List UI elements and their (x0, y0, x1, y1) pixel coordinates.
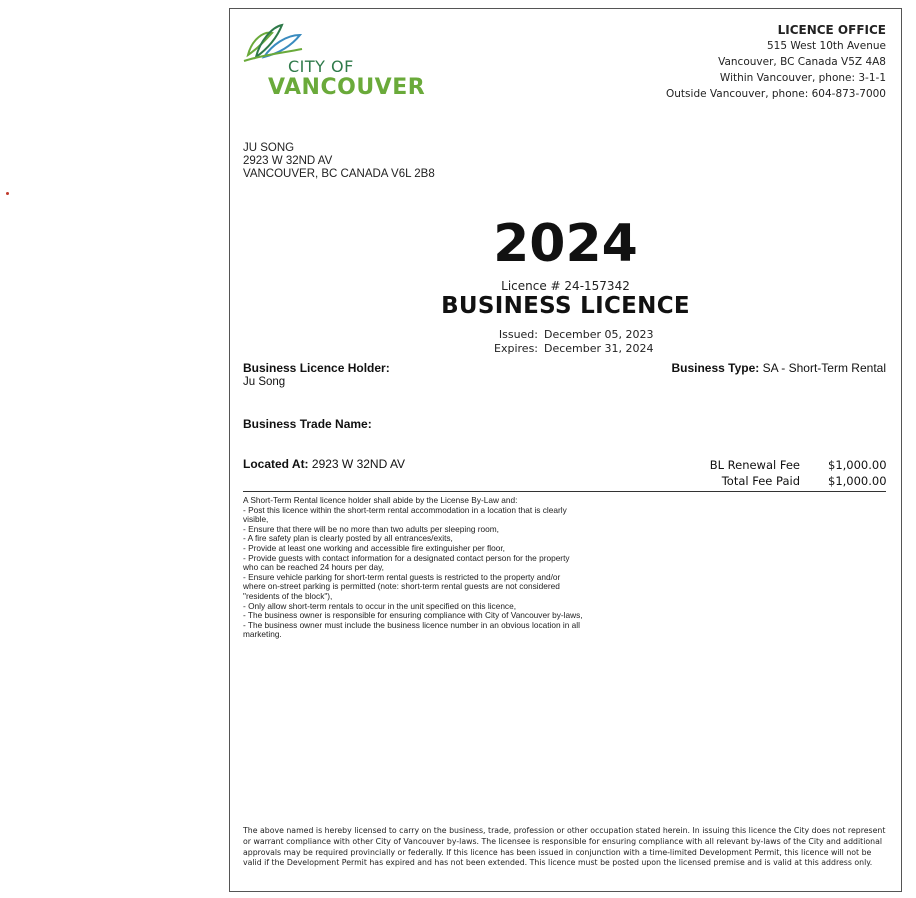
recipient-address (243, 142, 435, 181)
trade-name-label: Business Trade Name: (243, 417, 372, 431)
condition-item: - The business owner is responsible for ensuring compliance with City of Vancouver by-laws, (243, 610, 583, 621)
location (243, 457, 405, 471)
licence-office-block (666, 22, 886, 102)
holder-value: Ju Song (243, 376, 286, 388)
recipient-city: VANCOUVER, BC CANADA V6L 2B8 (243, 168, 435, 180)
logo-city-of: CITY OF (288, 57, 354, 76)
condition-item: - Provide at least one working and accessible fire extinguisher per floor, (243, 542, 505, 553)
condition-item: - Ensure vehicle parking for short-term rental guests is restricted to the property and/or where on-street parking is permitted (note: short-term rental guests are not considered "residents of the block"), (243, 571, 561, 601)
renewal-fee-label: BL Renewal Fee (709, 458, 800, 472)
condition-item: - The business owner must include the business licence number in an obvious location in all marketing. (243, 619, 580, 640)
renewal-fee-amount: $1,000.00 (828, 458, 887, 472)
condition-item: - Ensure that there will be no more than two adults per sleeping room, (243, 523, 499, 534)
licence-type-title: BUSINESS LICENCE (441, 293, 690, 319)
business-type-value: SA - Short-Term Rental (759, 361, 886, 375)
holder-label: Business Licence Holder: (243, 361, 390, 375)
office-title: LICENCE OFFICE (777, 23, 886, 37)
condition-item: - Provide guests with contact information for a designated contact person for the property who can be reached 24 hours per day, (243, 552, 570, 573)
legal-footer: The above named is hereby licensed to carry on the business, trade, profession or other occupation stated herein. In issuing this licence the City does not represent or warrant compliance with other City of Vancouver by-laws. The licensee is responsible for ensuring compliance with all relevant by-laws of the City and additional approvals may be required provincially or federally. If this licence has been issued in conjunction with a time-limited Development Permit, this licence will not be valid if the Development Permit has expired and has not been extended. This licence must be posted upon the licensed premise and is valid at this address only. (243, 826, 886, 868)
expires-date: December 31, 2024 (544, 342, 654, 355)
stray-dot (6, 192, 9, 195)
issued-label: Issued: (498, 328, 538, 341)
business-type (671, 361, 886, 375)
recipient-name: JU SONG (243, 142, 295, 154)
condition-item: A Short-Term Rental licence holder shall abide by the License By-Law and: (243, 495, 518, 505)
licence-dates (488, 328, 654, 356)
office-phone-line: Within Vancouver, phone: 3-1-1 (719, 72, 886, 84)
location-value: 2923 W 32ND AV (308, 457, 406, 471)
office-phone-line: Outside Vancouver, phone: 604-873-7000 (666, 88, 886, 100)
total-fee-label: Total Fee Paid (721, 474, 800, 488)
condition-item: - A fire safety plan is clearly posted by all entrances/exits, (243, 533, 453, 544)
logo-vancouver: VANCOUVER (268, 75, 426, 100)
business-type-label: Business Type: (671, 361, 760, 375)
licence-number: Licence # 24-157342 (501, 279, 630, 293)
expires-label: Expires: (494, 342, 538, 355)
recipient-street: 2923 W 32ND AV (243, 155, 333, 167)
licence-document (229, 8, 902, 892)
condition-item: - Only allow short-term rentals to occur in the unit specified on this licence, (243, 600, 516, 611)
city-logo (242, 19, 442, 99)
location-label: Located At: (243, 457, 309, 471)
fees-block (710, 457, 886, 489)
licence-year: 2024 (493, 214, 638, 274)
condition-item: - Post this licence within the short-term rental accommodation in a location that is clearly visible, (243, 504, 567, 525)
divider (243, 491, 886, 492)
licence-conditions (243, 496, 583, 640)
total-fee-amount: $1,000.00 (828, 474, 887, 488)
issued-date: December 05, 2023 (544, 328, 654, 341)
office-address-line: Vancouver, BC Canada V5Z 4A8 (718, 56, 886, 68)
office-address-line: 515 West 10th Avenue (766, 40, 886, 52)
